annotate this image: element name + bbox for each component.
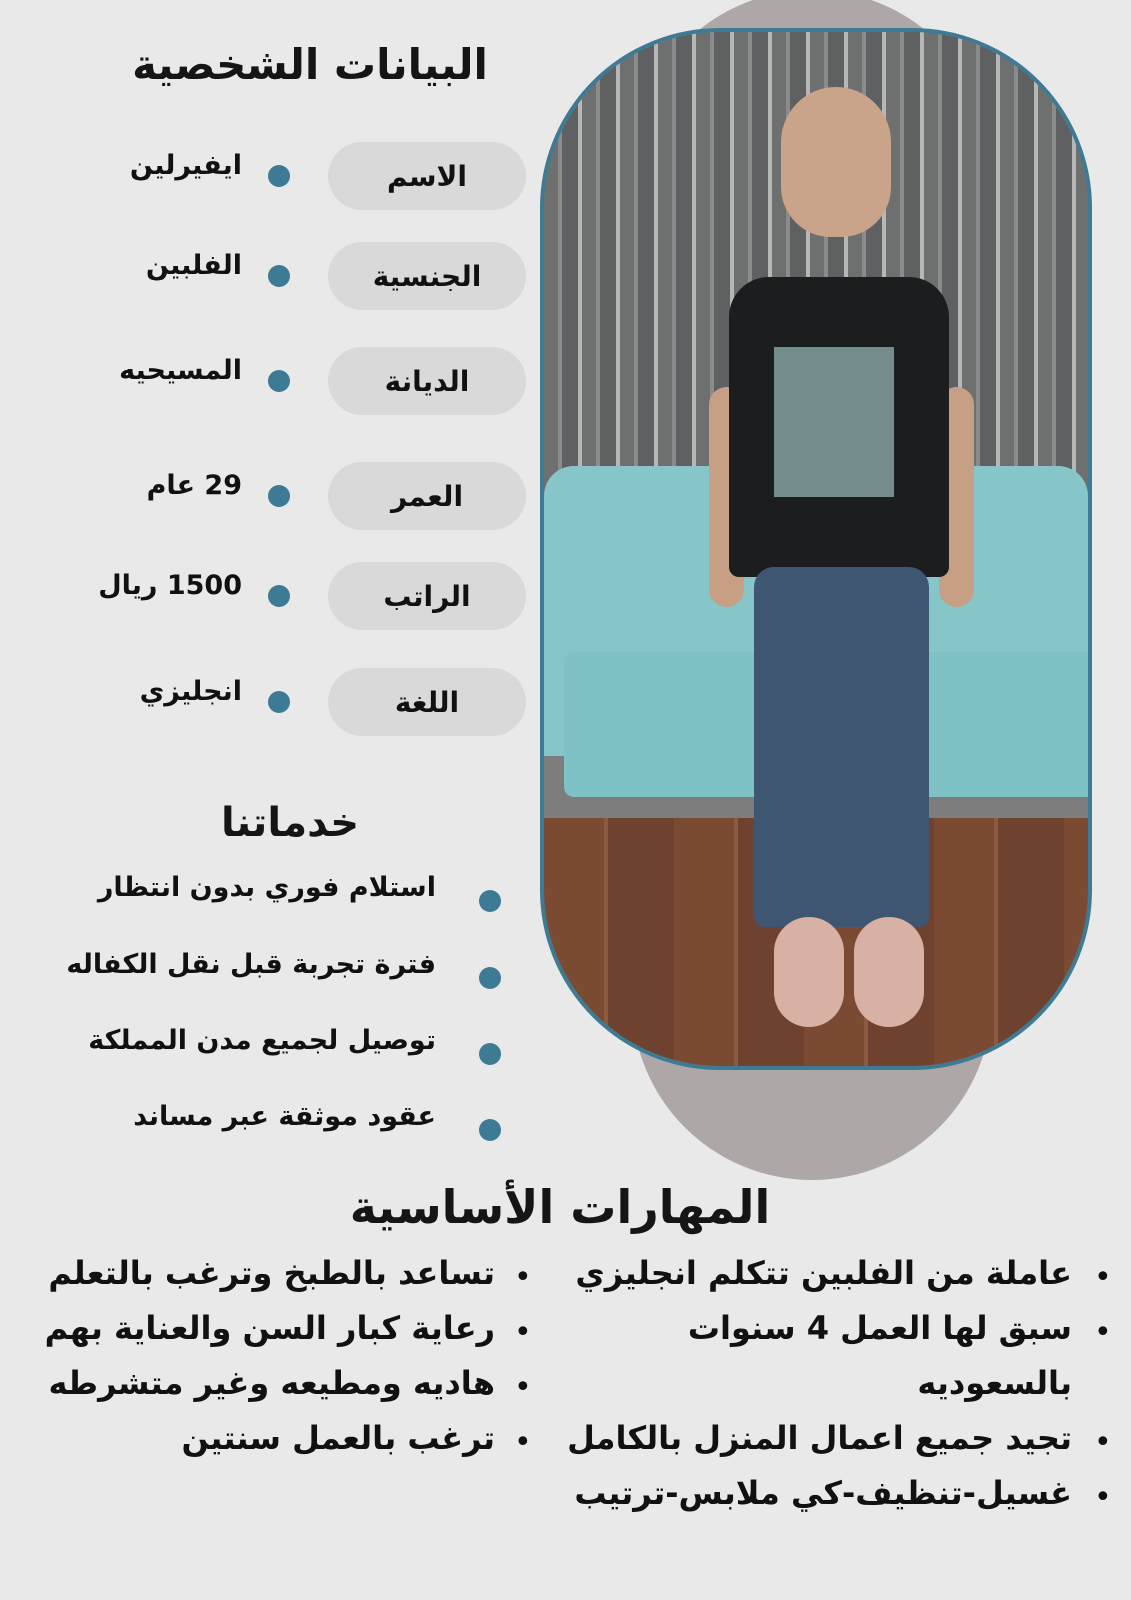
field-value: 1500 ريال xyxy=(98,570,242,601)
bullet-dot xyxy=(268,485,290,507)
service-bullet-dot xyxy=(479,967,501,989)
field-label-pill: الجنسية xyxy=(328,242,526,310)
bullet-dot xyxy=(268,165,290,187)
field-value: ايفيرلين xyxy=(129,150,242,181)
bullet-dot xyxy=(268,585,290,607)
skill-bullet: • xyxy=(514,1260,532,1295)
field-value: 29 عام xyxy=(146,470,242,501)
skill-item: سبق لها العمل 4 سنوات xyxy=(687,1309,1072,1347)
service-item: استلام فوري بدون انتظار xyxy=(97,872,436,903)
skill-item: تجيد جميع اعمال المنزل بالكامل xyxy=(567,1419,1072,1457)
service-bullet-dot xyxy=(479,890,501,912)
photo-person xyxy=(689,87,989,1037)
field-label-pill: العمر xyxy=(328,462,526,530)
service-item: فترة تجربة قبل نقل الكفاله xyxy=(66,949,436,980)
skill-item: غسيل-تنظيف-كي ملابس-ترتيب xyxy=(574,1474,1072,1512)
skill-bullet: • xyxy=(514,1315,532,1350)
services-title: خدماتنا xyxy=(220,800,360,846)
skill-item: بالسعوديه xyxy=(917,1364,1072,1402)
skill-item: هاديه ومطيعه وغير متشرطه xyxy=(48,1364,495,1402)
skill-bullet: • xyxy=(514,1370,532,1405)
field-label-pill: اللغة xyxy=(328,668,526,736)
personal-data-title: البيانات الشخصية xyxy=(132,40,488,89)
bullet-dot xyxy=(268,265,290,287)
skill-bullet: • xyxy=(1094,1425,1112,1460)
field-value: انجليزي xyxy=(139,676,242,707)
service-item: توصيل لجميع مدن المملكة xyxy=(88,1025,436,1056)
service-bullet-dot xyxy=(479,1043,501,1065)
worker-photo xyxy=(540,28,1092,1070)
bullet-dot xyxy=(268,370,290,392)
skill-item: عاملة من الفلبين تتكلم انجليزي xyxy=(575,1254,1072,1292)
skill-item: ترغب بالعمل سنتين xyxy=(181,1419,495,1457)
skill-bullet: • xyxy=(1094,1260,1112,1295)
service-item: عقود موثقة عبر مساند xyxy=(133,1101,436,1132)
skill-bullet: • xyxy=(1094,1480,1112,1515)
field-value: الفلبين xyxy=(145,250,242,281)
skill-item: تساعد بالطبخ وترغب بالتعلم xyxy=(48,1254,495,1292)
field-label-pill: الديانة xyxy=(328,347,526,415)
skills-title: المهارات الأساسية xyxy=(349,1180,771,1234)
field-label-pill: الراتب xyxy=(328,562,526,630)
skill-bullet: • xyxy=(1094,1315,1112,1350)
field-value: المسيحيه xyxy=(119,355,242,386)
skill-bullet: • xyxy=(514,1425,532,1460)
field-label-pill: الاسم xyxy=(328,142,526,210)
bullet-dot xyxy=(268,691,290,713)
skill-item: رعاية كبار السن والعناية بهم xyxy=(44,1309,495,1347)
service-bullet-dot xyxy=(479,1119,501,1141)
